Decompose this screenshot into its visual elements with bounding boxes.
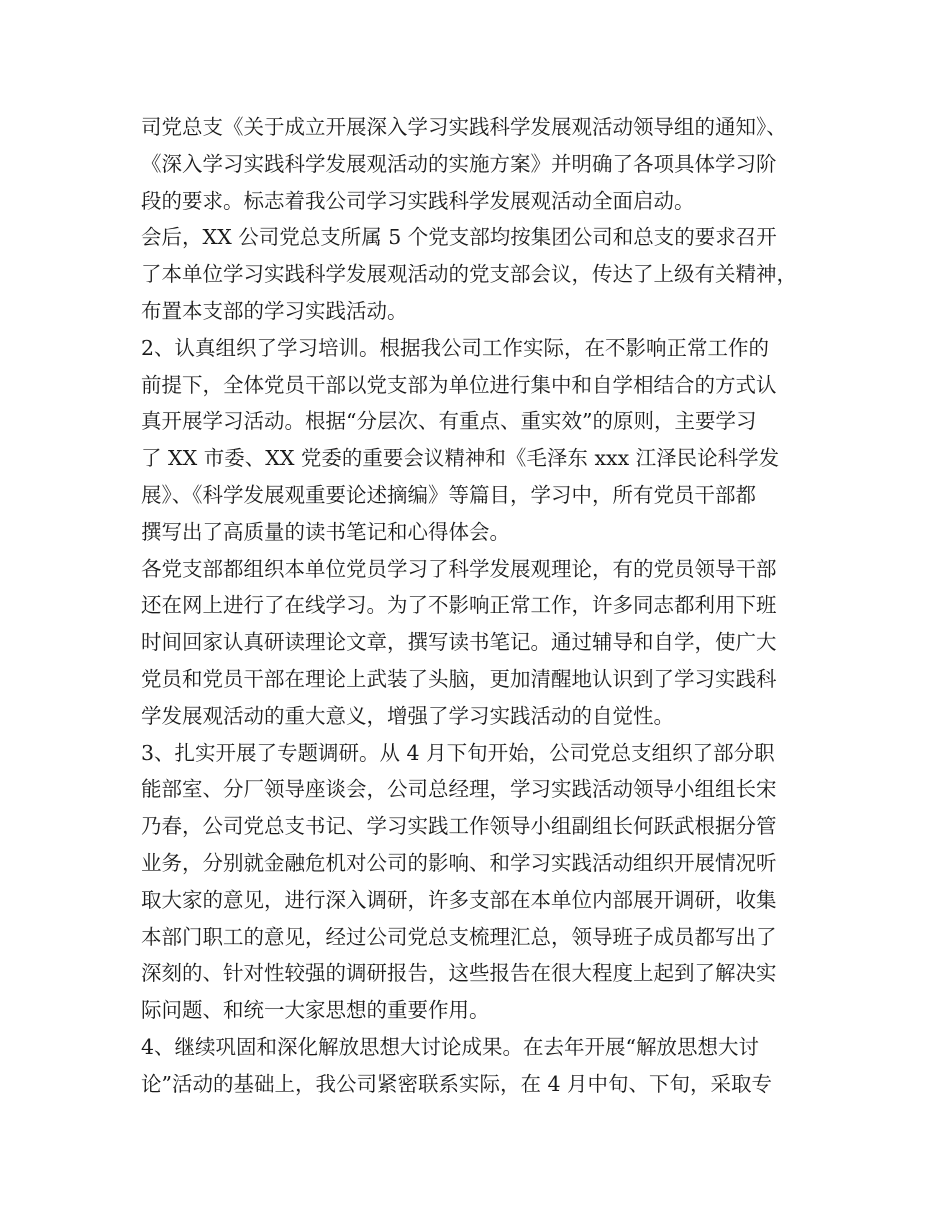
text-line: 真开展学习活动。根据“分层次、有重点、重实效”的原则，主要学习 [141,409,757,434]
text-line: 乃春，公司党总支书记、学习实践工作领导小组副组长何跃武根据分管 [141,814,777,839]
text-line: 2、认真组织了学习培训。根据我公司工作实际，在不影响正常工作的 [141,335,770,360]
text-line: 时间回家认真研读理论文章，撰写读书笔记。通过辅导和自学，使广大 [141,630,777,655]
text-line: 取大家的意见，进行深入调研，许多支部在本单位内部展开调研，收集 [141,887,777,912]
text-line: 各党支部都组织本单位党员学习了科学发展观理论，有的党员领导干部 [141,556,777,581]
text-line: 3、扎实开展了专题调研。从 4 月下旬开始，公司党总支组织了部分职 [141,740,775,765]
text-line: 《深入学习实践科学发展观活动的实施方案》并明确了各项具体学习阶 [141,151,777,176]
text-line: 学发展观活动的重大意义，增强了学习实践活动的自觉性。 [141,703,674,728]
text-line: 际问题、和统一大家思想的重要作用。 [141,998,490,1023]
text-line: 了本单位学习实践科学发展观活动的党支部会议，传达了上级有关精神， [141,262,797,287]
text-line: 党员和党员干部在理论上武装了头脑，更加清醒地认识到了学习实践科 [141,666,777,691]
text-line: 司党总支《关于成立开展深入学习实践科学发展观活动领导组的通知》、 [141,115,787,139]
text-line: 深刻的、针对性较强的调研报告，这些报告在很大程度上起到了解决实 [141,961,777,986]
text-line: 本部门职工的意见，经过公司党总支梳理汇总，领导班子成员都写出了 [141,924,777,949]
text-line: 还在网上进行了在线学习。为了不影响正常工作，许多同志都利用下班 [141,593,777,618]
document-body [141,109,841,1103]
text-line: 4、继续巩固和深化解放思想大讨论成果。在去年开展“解放思想大讨 [141,1034,760,1059]
text-line: 展》、《科学发展观重要论述摘编》等篇目，学习中，所有党员干部都 [141,482,756,507]
text-line: 能部室、分厂领导座谈会，公司总经理，学习实践活动领导小组组长宋 [141,777,777,802]
text-line: 前提下，全体党员干部以党支部为单位进行集中和自学相结合的方式认 [141,372,777,397]
text-line: 会后，XX 公司党总支所属 5 个党支部均按集团公司和总支的要求召开 [141,225,777,250]
text-line: 撰写出了高质量的读书笔记和心得体会。 [141,519,510,544]
text-line: 了 XX 市委、XX 党委的重要会议精神和《毛泽东 xxx 江泽民论科学发 [141,446,780,471]
text-line: 论”活动的基础上，我公司紧密联系实际，在 4 月中旬、下旬，采取专 [141,1071,773,1096]
text-line: 段的要求。标志着我公司学习实践科学发展观活动全面启动。 [141,188,695,213]
text-line: 布置本支部的学习实践活动。 [141,298,408,323]
text-line: 业务，分别就金融危机对公司的影响、和学习实践活动组织开展情况听 [141,850,777,875]
